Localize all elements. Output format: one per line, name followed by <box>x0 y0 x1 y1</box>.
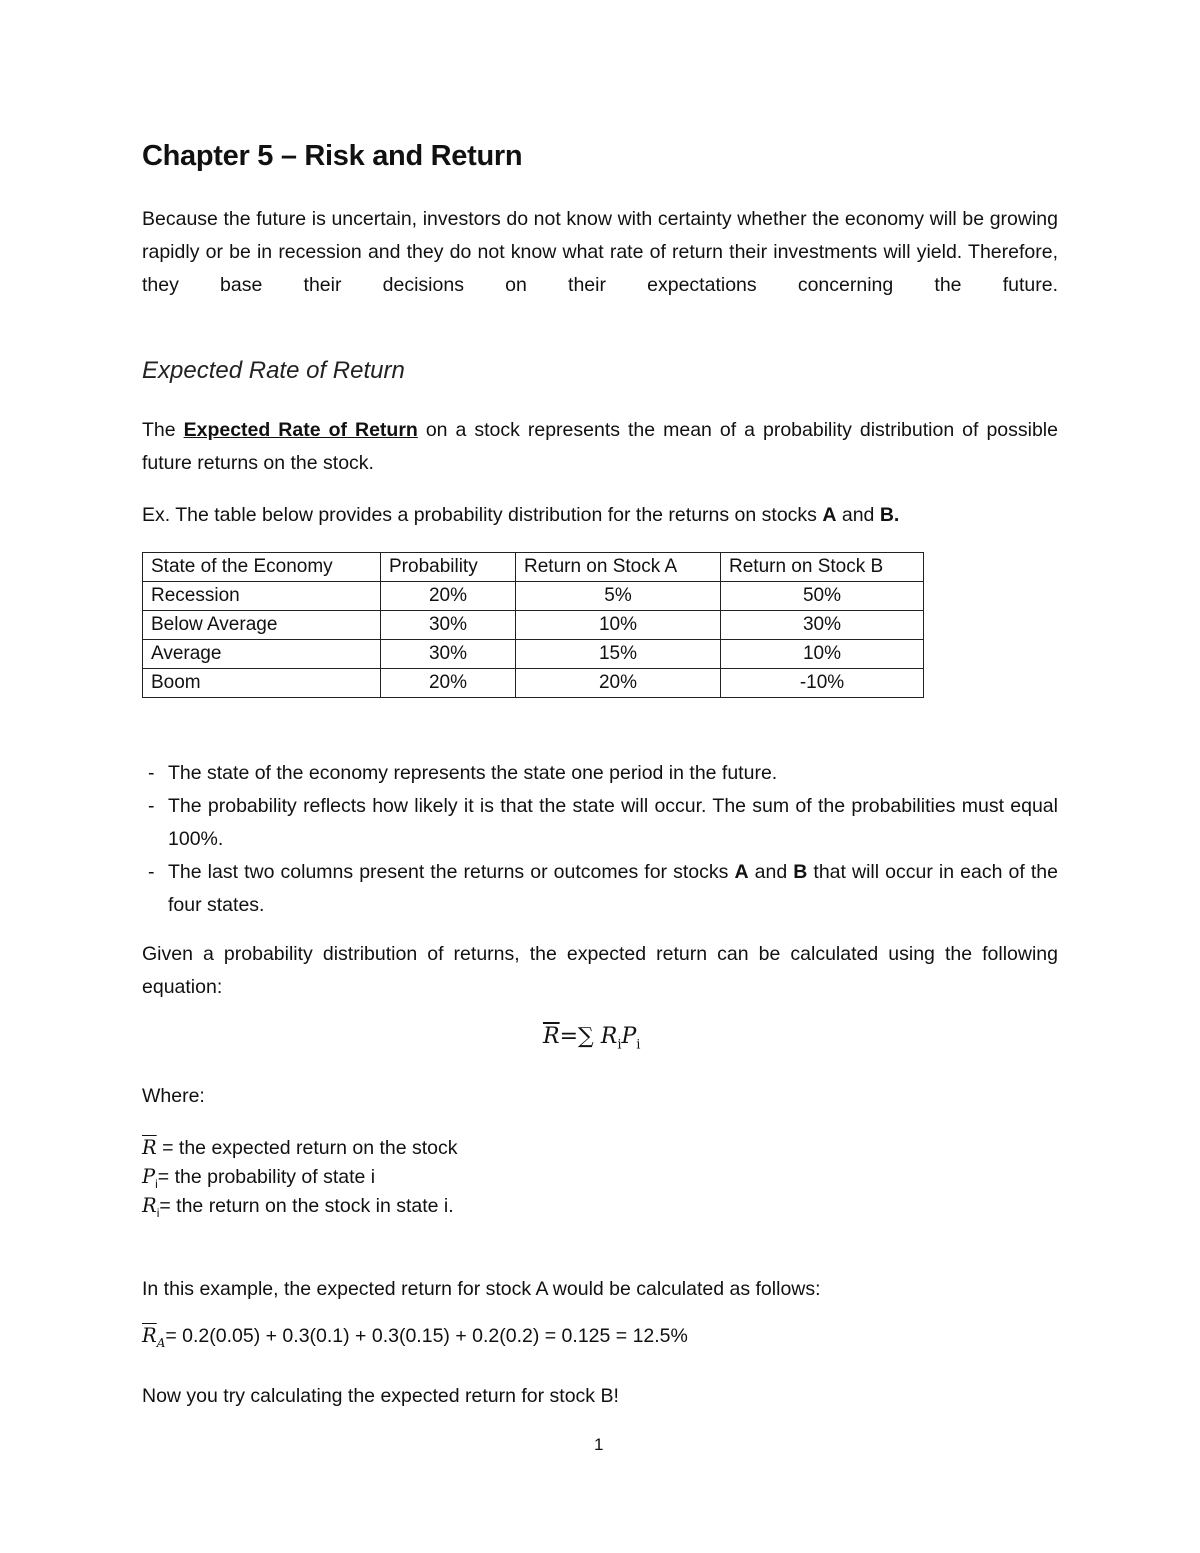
table-row <box>143 640 924 669</box>
calc-expression: = 0.2(0.05) + 0.3(0.1) + 0.3(0.15) + 0.2(0.2) = 0.125 = 12.5% <box>165 1325 688 1347</box>
example-and: and <box>841 504 875 526</box>
def-p-sub: i <box>155 1176 158 1191</box>
bullet-dash: - <box>148 861 155 883</box>
bullet-text: The probability reflects how likely it is that the state will occur. The sum of the probabilities must equal 100%. <box>168 795 1058 850</box>
table-header-row <box>143 553 924 582</box>
header-cell: Return on Stock A <box>516 553 721 582</box>
def-r-bar-text: = the expected return on the stock <box>162 1137 458 1159</box>
bullet-text: The state of the economy represents the state one period in the future. <box>168 762 778 784</box>
def-p-text: = the probability of state i <box>157 1166 376 1188</box>
table-cell: Recession <box>143 582 381 611</box>
definition-r-bar <box>142 1134 458 1162</box>
notes-list <box>142 757 1058 922</box>
example-stock-b: B. <box>879 504 900 526</box>
section-heading: Expected Rate of Return <box>142 357 405 384</box>
list-item <box>142 757 1058 790</box>
try-paragraph: Now you try calculating the expected return for stock B! <box>142 1385 619 1407</box>
calc-r-bar: $\overline{R}$ <box>142 1324 157 1347</box>
bullet-stock-a: A <box>734 861 749 883</box>
table-cell: 30% <box>381 611 516 640</box>
header-cell: Probability <box>381 553 516 582</box>
table-cell: 5% <box>516 582 721 611</box>
def-r-bar-symbol: $\overline{R}$ <box>142 1136 157 1159</box>
intro-paragraph <box>142 203 1058 302</box>
table-cell: 50% <box>721 582 924 611</box>
table-cell: 30% <box>381 640 516 669</box>
def-r-text: = the return on the stock in state i. <box>159 1195 454 1217</box>
example-calc-paragraph: In this example, the expected return for stock A would be calculated as follows: <box>142 1278 821 1300</box>
stock-a-calculation <box>142 1324 688 1350</box>
formula-equals: = <box>559 1024 579 1049</box>
table-cell: -10% <box>721 669 924 698</box>
probability-table <box>142 552 924 698</box>
table-cell: 20% <box>516 669 721 698</box>
list-item <box>142 790 1058 856</box>
table-cell: 10% <box>516 611 721 640</box>
table-cell: 15% <box>516 640 721 669</box>
table-cell: Boom <box>143 669 381 698</box>
given-paragraph: Given a probability distribution of returns, the expected return can be calculated using the following equation: <box>142 943 1058 998</box>
formula-p: P <box>621 1024 637 1049</box>
example-intro <box>142 499 1058 532</box>
table-cell: 20% <box>381 582 516 611</box>
intro-text: Because the future is uncertain, investors do not know with certainty whether the economy will be growing rapidly or be in recession and they do not know what rate of return their investments will yield. Therefore, they base their decisions on their expectations concerning the future. <box>142 208 1058 296</box>
def-p-symbol: P <box>142 1165 156 1188</box>
bullet-text: The last two columns present the returns or outcomes for stocks <box>168 861 729 883</box>
bullet-dash: - <box>148 795 155 817</box>
table-row <box>143 611 924 640</box>
bullet-stock-b: B <box>793 861 808 883</box>
expected-return-formula <box>543 1024 640 1052</box>
def-r-symbol: R <box>142 1194 157 1217</box>
definition-prefix: The <box>142 419 176 441</box>
definition-suffix: on a stock represents the mean of a probability distribution of possible future returns on the stock. <box>142 419 1058 474</box>
definition-r <box>142 1192 454 1227</box>
header-cell: Return on Stock B <box>721 553 924 582</box>
table-cell: 10% <box>721 640 924 669</box>
calc-sub-a: A <box>156 1335 166 1350</box>
definition-keyword: Expected Rate of Return <box>183 419 418 441</box>
sigma-icon: ∑ <box>578 1024 594 1049</box>
table-row <box>143 582 924 611</box>
bullet-dash: - <box>148 762 155 784</box>
def-r-sub: i <box>156 1205 160 1220</box>
definition-paragraph <box>142 414 1058 480</box>
table-cell: Average <box>143 640 381 669</box>
table-cell: 20% <box>381 669 516 698</box>
formula-sub-r: i <box>617 1037 622 1053</box>
table-row <box>143 669 924 698</box>
table-cell: 30% <box>721 611 924 640</box>
where-label: Where: <box>142 1085 205 1107</box>
formula-sub-p: i <box>636 1037 641 1053</box>
header-cell: State of the Economy <box>143 553 381 582</box>
bullet-and: and <box>754 861 788 883</box>
formula-r: R <box>600 1024 618 1049</box>
table-cell: Below Average <box>143 611 381 640</box>
formula-r-bar: $\overline{R}$ <box>543 1024 560 1049</box>
example-intro-text: Ex. The table below provides a probability distribution for the returns on stocks <box>142 504 817 526</box>
chapter-title: Chapter 5 – Risk and Return <box>142 140 523 172</box>
example-stock-a: A <box>822 504 837 526</box>
list-item <box>142 856 1058 922</box>
bullet-text-end: that will occur in each of the four states. <box>168 861 1058 916</box>
page-number: 1 <box>594 1435 604 1454</box>
